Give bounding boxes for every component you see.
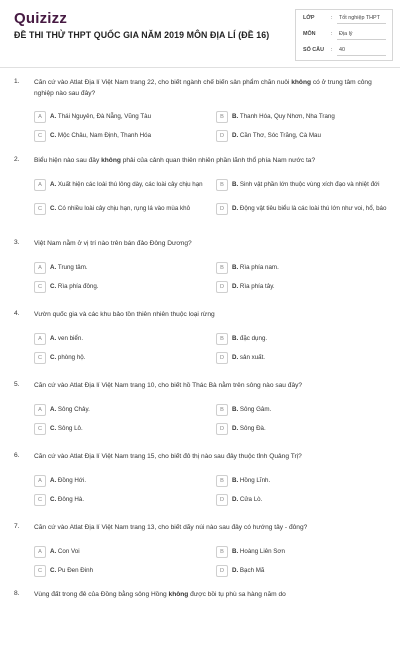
option-letter-dot: . <box>236 354 240 361</box>
option-value: Rìa phía nam. <box>239 264 279 271</box>
meta-box <box>295 9 393 61</box>
option-text <box>232 204 392 213</box>
question-text-part: Biểu hiện nào sau đây <box>34 157 102 164</box>
question-item <box>0 452 400 522</box>
option-text <box>50 334 210 343</box>
answer-option-b[interactable] <box>216 261 388 281</box>
option-letter-badge: A <box>34 475 46 487</box>
answer-option-d[interactable] <box>216 280 388 300</box>
option-letter-badge: C <box>34 130 46 142</box>
answer-option-a[interactable] <box>34 110 206 130</box>
option-letter-label: D <box>232 132 237 139</box>
option-value: Rìa phía đông. <box>57 283 99 290</box>
option-letter-badge: A <box>34 333 46 345</box>
option-letter-dot: . <box>236 496 240 503</box>
option-text <box>50 424 210 433</box>
answer-option-a[interactable] <box>34 332 206 352</box>
option-letter-badge: D <box>216 281 228 293</box>
question-emphasis: không <box>101 157 121 164</box>
option-letter-label: C <box>50 567 55 574</box>
answer-option-d[interactable] <box>216 422 388 442</box>
question-item <box>0 156 400 226</box>
option-letter-label: B <box>232 264 237 271</box>
option-letter-badge: D <box>216 423 228 435</box>
option-letter-label: A <box>50 264 55 271</box>
option-letter-label: B <box>232 113 237 120</box>
option-letter-dot: . <box>54 406 58 413</box>
option-letter-dot: . <box>54 477 58 484</box>
option-letter-label: B <box>232 181 237 188</box>
question-item <box>0 78 400 148</box>
option-value: Thái Nguyên, Đà Nẵng, Vũng Tàu <box>57 113 152 120</box>
option-letter-label: C <box>50 205 55 212</box>
question-item <box>0 239 400 309</box>
meta-row-class <box>296 10 392 26</box>
option-value: Hoàng Liên Sơn <box>239 548 285 555</box>
option-letter-badge: D <box>216 565 228 577</box>
option-letter-dot: . <box>236 132 240 139</box>
question-text <box>34 310 389 321</box>
option-text <box>232 180 392 189</box>
answer-option-c[interactable] <box>34 202 206 222</box>
option-letter-dot: . <box>54 264 58 271</box>
option-text <box>232 405 392 414</box>
answer-option-b[interactable] <box>216 545 388 565</box>
question-item <box>0 381 400 451</box>
option-text <box>50 566 210 575</box>
option-value: Đồng Hới. <box>57 477 87 484</box>
option-value: Cần Thơ, Sóc Trăng, Cà Mau <box>239 132 321 139</box>
option-letter-dot: . <box>54 425 58 432</box>
page-header <box>0 0 400 66</box>
option-letter-badge: A <box>34 179 46 191</box>
option-text <box>50 405 210 414</box>
question-text-part: Căn cứ vào Atlat Địa lí Việt Nam trang 22, cho biết ngành chế biến sản phẩm chăn nuôi <box>34 79 292 86</box>
option-letter-label: A <box>50 181 55 188</box>
question-emphasis: không <box>291 79 311 86</box>
option-value: Có nhiều loài cây chịu hạn, rụng lá vào mùa khô <box>57 205 191 212</box>
meta-value: Tốt nghiệp THPT <box>339 15 380 21</box>
question-text <box>34 523 389 534</box>
option-text <box>232 282 392 291</box>
meta-key: MÔN <box>303 31 316 37</box>
option-value: ven biển. <box>57 335 84 342</box>
answer-option-c[interactable] <box>34 422 206 442</box>
option-text <box>50 353 210 362</box>
answer-option-b[interactable] <box>216 474 388 494</box>
option-letter-dot: . <box>54 567 58 574</box>
question-number: 3. <box>14 239 20 246</box>
option-letter-label: C <box>50 425 55 432</box>
answer-option-c[interactable] <box>34 493 206 513</box>
answer-option-c[interactable] <box>34 280 206 300</box>
option-letter-dot: . <box>236 567 240 574</box>
option-letter-dot: . <box>54 181 58 188</box>
option-text <box>232 476 392 485</box>
question-emphasis: không <box>168 591 189 598</box>
option-letter-badge: C <box>34 352 46 364</box>
option-letter-dot: . <box>54 496 58 503</box>
option-letter-label: C <box>50 496 55 503</box>
answer-option-c[interactable] <box>34 129 206 149</box>
option-text <box>232 424 392 433</box>
meta-underline <box>337 55 386 56</box>
question-text <box>34 590 389 601</box>
option-letter-label: A <box>50 406 55 413</box>
option-text <box>50 131 210 140</box>
option-letter-dot: . <box>236 425 240 432</box>
option-letter-label: D <box>232 205 237 212</box>
option-letter-dot: . <box>236 406 240 413</box>
option-text <box>50 282 210 291</box>
question-number: 5. <box>14 381 20 388</box>
option-letter-badge: A <box>34 404 46 416</box>
option-text <box>232 112 392 121</box>
option-letter-badge: A <box>34 111 46 123</box>
option-value: Rìa phía tây. <box>239 283 275 290</box>
option-text <box>50 204 210 213</box>
option-letter-dot: . <box>236 264 240 271</box>
question-text-part: có ở trung tâm công nghiệp nào sau đây? <box>34 79 372 97</box>
option-letter-label: C <box>50 132 55 139</box>
option-letter-label: D <box>232 283 237 290</box>
option-letter-dot: . <box>236 548 240 555</box>
meta-underline <box>337 23 386 24</box>
option-letter-label: B <box>232 406 237 413</box>
page-title: ĐỀ THI THỬ THPT QUỐC GIA NĂM 2019 MÔN ĐỊA LÍ (ĐỀ 16) <box>14 30 270 40</box>
option-letter-badge: B <box>216 546 228 558</box>
option-value: Pu Đen Đinh <box>57 567 94 574</box>
option-value: đặc dụng. <box>239 335 268 342</box>
answer-option-d[interactable] <box>216 493 388 513</box>
question-text <box>34 239 389 250</box>
answer-option-b[interactable] <box>216 403 388 423</box>
meta-separator: : <box>331 47 333 53</box>
question-number: 8. <box>14 590 20 597</box>
question-item <box>0 590 400 660</box>
option-letter-dot: . <box>236 283 240 290</box>
answer-option-d[interactable] <box>216 351 388 371</box>
option-value: Sông Đà. <box>239 425 266 432</box>
option-letter-badge: C <box>34 281 46 293</box>
question-text-part: Căn cứ vào Atlat Địa lí Việt Nam trang 13, cho biết dãy núi nào sau đây có hướng tây - đông? <box>34 524 308 531</box>
answer-option-c[interactable] <box>34 564 206 584</box>
option-value: Động vật tiêu biểu là các loài thú lớn như voi, hổ, báo <box>239 205 387 212</box>
option-letter-dot: . <box>54 132 58 139</box>
option-letter-label: B <box>232 548 237 555</box>
option-letter-dot: . <box>54 335 58 342</box>
option-letter-badge: C <box>34 203 46 215</box>
answer-option-a[interactable] <box>34 545 206 565</box>
option-value: Thanh Hóa, Quy Nhơn, Nha Trang <box>239 113 335 120</box>
option-letter-dot: . <box>54 354 58 361</box>
option-letter-label: A <box>50 113 55 120</box>
option-letter-badge: B <box>216 262 228 274</box>
answer-option-d[interactable] <box>216 564 388 584</box>
option-letter-badge: B <box>216 111 228 123</box>
header-divider <box>0 67 400 68</box>
meta-separator: : <box>331 15 333 21</box>
option-text <box>232 353 392 362</box>
question-item <box>0 310 400 380</box>
option-letter-dot: . <box>54 113 58 120</box>
option-letter-dot: . <box>54 548 58 555</box>
option-text <box>232 131 392 140</box>
option-letter-label: A <box>50 477 55 484</box>
option-value: Sông Gâm. <box>239 406 272 413</box>
option-letter-badge: A <box>34 262 46 274</box>
option-letter-badge: C <box>34 494 46 506</box>
option-letter-dot: . <box>236 205 240 212</box>
option-letter-dot: . <box>236 113 240 120</box>
option-letter-badge: C <box>34 565 46 577</box>
option-letter-label: D <box>232 567 237 574</box>
option-letter-badge: C <box>34 423 46 435</box>
option-letter-badge: B <box>216 179 228 191</box>
option-text <box>50 476 210 485</box>
answer-option-b[interactable] <box>216 178 388 198</box>
option-value: Sông Chảy. <box>57 406 90 413</box>
answer-option-b[interactable] <box>216 332 388 352</box>
option-text <box>50 263 210 272</box>
quizizz-logo: Quizizz <box>14 10 68 27</box>
option-value: Sông Lô. <box>57 425 83 432</box>
meta-key: LỚP <box>303 15 315 21</box>
question-item <box>0 523 400 593</box>
option-letter-label: B <box>232 335 237 342</box>
option-letter-badge: D <box>216 352 228 364</box>
question-number: 4. <box>14 310 20 317</box>
answer-option-c[interactable] <box>34 351 206 371</box>
option-letter-label: D <box>232 354 237 361</box>
option-text <box>50 495 210 504</box>
option-letter-dot: . <box>54 283 58 290</box>
answer-option-d[interactable] <box>216 129 388 149</box>
option-text <box>232 263 392 272</box>
meta-row-count <box>296 42 392 58</box>
question-text-part: Việt Nam nằm ở vị trí nào trên bán đảo Đông Dương? <box>34 240 192 247</box>
question-text-part: Vùng đất trong đê của Đồng bằng sông Hồng <box>34 591 169 598</box>
option-letter-badge: B <box>216 475 228 487</box>
option-letter-label: C <box>50 283 55 290</box>
option-letter-label: A <box>50 548 55 555</box>
option-letter-badge: D <box>216 203 228 215</box>
meta-value: 40 <box>339 47 345 53</box>
question-number: 6. <box>14 452 20 459</box>
option-letter-label: B <box>232 477 237 484</box>
meta-separator: : <box>331 31 333 37</box>
question-text-part: phải của cảnh quan thiên nhiên phần lãnh thổ phía Nam nước ta? <box>120 157 316 164</box>
option-letter-badge: D <box>216 494 228 506</box>
answer-option-a[interactable] <box>34 474 206 494</box>
option-value: Cửa Lò. <box>239 496 263 503</box>
option-letter-badge: B <box>216 333 228 345</box>
option-text <box>50 112 210 121</box>
question-text-part: Căn cứ vào Atlat Địa lí Việt Nam trang 10, cho biết hồ Thác Bà nằm trên sông nào sau đây? <box>34 382 303 389</box>
option-text <box>50 547 210 556</box>
question-text <box>34 78 389 99</box>
option-value: Đông Hà. <box>57 496 85 503</box>
option-value: Trung tâm. <box>57 264 88 271</box>
question-number: 1. <box>14 78 20 85</box>
option-letter-label: D <box>232 425 237 432</box>
meta-row-subject <box>296 26 392 42</box>
option-letter-badge: A <box>34 546 46 558</box>
option-letter-dot: . <box>54 205 58 212</box>
option-text <box>232 566 392 575</box>
answer-option-b[interactable] <box>216 110 388 130</box>
option-value: Sinh vật phần lớn thuộc vùng xích đạo và nhiệt đới <box>239 181 380 188</box>
option-value: Xuất hiện các loài thú lông dày, các loài cây chịu hạn <box>57 181 203 188</box>
question-number: 2. <box>14 156 20 163</box>
answer-option-a[interactable] <box>34 261 206 281</box>
option-letter-badge: D <box>216 130 228 142</box>
answer-option-a[interactable] <box>34 178 206 198</box>
option-value: Bạch Mã <box>239 567 265 574</box>
meta-key: SỐ CÂU <box>303 47 324 53</box>
option-letter-badge: B <box>216 404 228 416</box>
option-value: Con Voi <box>57 548 80 555</box>
option-letter-dot: . <box>236 335 240 342</box>
answer-option-a[interactable] <box>34 403 206 423</box>
option-letter-label: D <box>232 496 237 503</box>
question-text-part: Vườn quốc gia và các khu bảo tồn thiên nhiên thuộc loại rừng <box>34 311 215 318</box>
meta-value: Địa lý <box>339 31 353 37</box>
option-letter-dot: . <box>236 477 240 484</box>
question-text-part: được bồi tụ phù sa hàng năm do <box>188 591 286 598</box>
option-text <box>232 495 392 504</box>
option-text <box>232 547 392 556</box>
option-text <box>50 180 210 189</box>
option-letter-dot: . <box>236 181 240 188</box>
option-value: Mộc Châu, Nam Định, Thanh Hóa <box>57 132 152 139</box>
option-text <box>232 334 392 343</box>
question-number: 7. <box>14 523 20 530</box>
question-text <box>34 452 389 463</box>
question-text-part: Căn cứ vào Atlat Địa lí Việt Nam trang 15, cho biết đô thị nào sau đây thuộc tỉnh Quảng Trị? <box>34 453 302 460</box>
option-letter-label: C <box>50 354 55 361</box>
question-text <box>34 381 389 392</box>
meta-underline <box>337 39 386 40</box>
option-value: Hồng Lĩnh. <box>239 477 271 484</box>
answer-option-d[interactable] <box>216 202 388 222</box>
option-value: sản xuất. <box>239 354 266 361</box>
question-text <box>34 156 389 167</box>
option-value: phòng hộ. <box>57 354 86 361</box>
option-letter-label: A <box>50 335 55 342</box>
